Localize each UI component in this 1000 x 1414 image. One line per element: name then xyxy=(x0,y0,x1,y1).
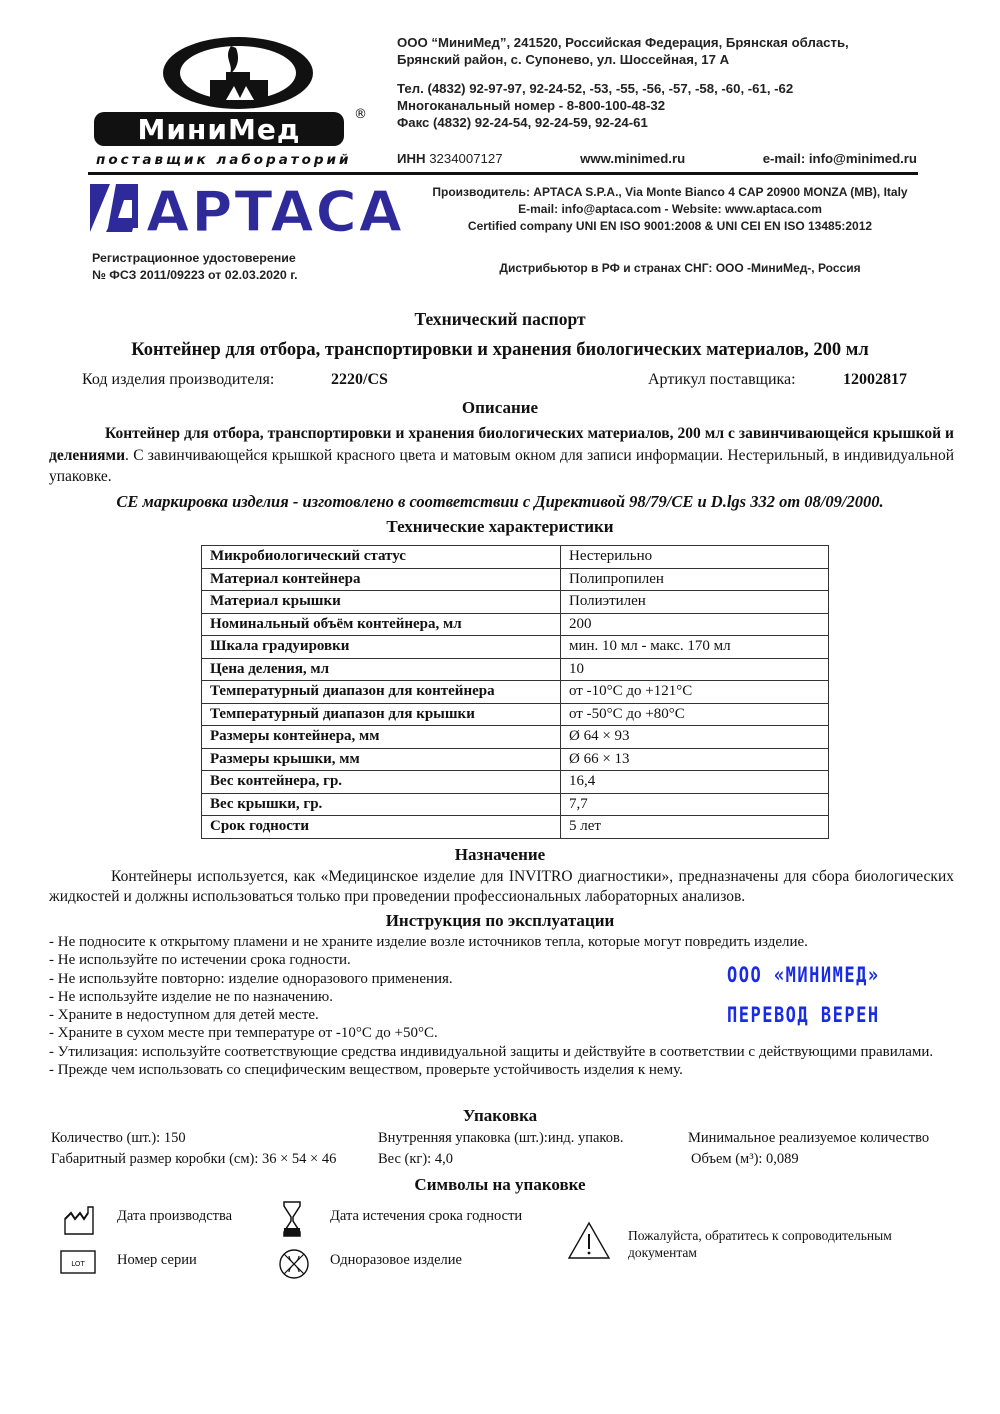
spec-name: Срок годности xyxy=(202,816,561,839)
manufacturer-info xyxy=(420,184,920,235)
single-use-label: Одноразовое изделие xyxy=(330,1252,462,1268)
manufacture-date-icon xyxy=(62,1203,96,1237)
caution-label: Пожалуйста, обратитесь к сопроводительным документам xyxy=(628,1228,892,1260)
description-text xyxy=(49,423,954,488)
spec-row xyxy=(202,658,829,681)
pack-volume: Объем (м³): 0,089 xyxy=(691,1151,799,1167)
spec-name: Микробиологический статус xyxy=(202,546,561,569)
spec-name: Температурный диапазон для крышки xyxy=(202,703,561,726)
email-link[interactable]: e-mail: info@minimed.ru xyxy=(762,151,917,166)
packaging-heading: Упаковка xyxy=(462,1106,538,1125)
spec-row xyxy=(202,681,829,704)
website-link[interactable]: www.minimed.ru xyxy=(580,151,686,166)
instruction-item: - Храните в недоступном для детей месте. xyxy=(49,1007,319,1024)
registered-mark: ® xyxy=(354,107,367,122)
minimed-contacts xyxy=(397,34,917,131)
phone-line: Тел. (4832) 92-97-97, 92-24-52, -53, -55, -56, -57, -58, -60, -61, -62 xyxy=(397,81,794,96)
spec-value: мин. 10 мл - макс. 170 мл xyxy=(561,636,829,659)
instruction-item: - Храните в сухом месте при температуре от -10°C до +50°C. xyxy=(49,1025,438,1042)
description-bold: Контейнер для отбора, транспортировки и хранения биологических материалов, 200 мл с завинчивающейся крышкой и делениями xyxy=(49,425,954,464)
minimed-logo xyxy=(88,28,373,168)
spec-row xyxy=(202,613,829,636)
spec-value: Полипропилен xyxy=(561,568,829,591)
spec-value: 200 xyxy=(561,613,829,636)
spec-value: Полиэтилен xyxy=(561,591,829,614)
spec-row xyxy=(202,703,829,726)
header-divider xyxy=(88,172,918,175)
registration-number: № ФСЗ 2011/09223 от 02.03.2020 г. xyxy=(92,268,298,282)
caution-icon xyxy=(567,1220,611,1260)
spec-row xyxy=(202,726,829,749)
instruction-item: - Не используйте изделие не по назначению. xyxy=(49,988,333,1005)
inn-value: 3234007127 xyxy=(429,151,503,166)
multichannel-line: Многоканальный номер - 8-800-100-48-32 xyxy=(397,98,666,113)
spec-row xyxy=(202,793,829,816)
manufacture-date-label: Дата производства xyxy=(117,1208,233,1224)
spec-name: Вес контейнера, гр. xyxy=(202,771,561,794)
spec-row xyxy=(202,748,829,771)
address-line-2: Брянский район, с. Супонево, ул. Шоссейная, 17 А xyxy=(397,52,730,67)
specs-table xyxy=(201,545,829,839)
spec-row xyxy=(202,636,829,659)
spec-value: 16,4 xyxy=(561,771,829,794)
spec-row xyxy=(202,816,829,839)
instruction-item: - Прежде чем использовать со специфическим веществом, проверьте устойчивость изделия к нему. xyxy=(49,1062,683,1079)
spec-value: 5 лет xyxy=(561,816,829,839)
translation-stamp xyxy=(727,963,887,1028)
spec-name: Размеры крышки, мм xyxy=(202,748,561,771)
spec-value: Ø 64 × 93 xyxy=(561,726,829,749)
stamp-verified: ПЕРЕВОД ВЕРЕН xyxy=(727,1003,880,1028)
pack-quantity: Количество (шт.): 150 xyxy=(51,1130,186,1146)
brand-tagline: поставщик лабораторий xyxy=(96,152,352,168)
instruction-item: - Утилизация: используйте соответствующие средства индивидуальной защиты и действуйте в соответствии с действующими правилами. xyxy=(49,1043,934,1060)
spec-value: 10 xyxy=(561,658,829,681)
spec-value: от -50°C до +80°C xyxy=(561,703,829,726)
purpose-text: Контейнеры используется, как «Медицинское изделие для INVITRO диагностики», предназначены для сбора биологических жидкостей и должны использоваться только при проведении профессиональных лабораторных анализов. xyxy=(49,868,954,905)
registration-certificate xyxy=(92,250,422,284)
minimed-emblem-icon xyxy=(88,28,373,168)
pack-inner: Внутренняя упаковка (шт.):инд. упаков. xyxy=(378,1130,624,1146)
maker-code: 2220/CS xyxy=(331,371,388,388)
supplier-article-label: Артикул поставщика: xyxy=(648,371,796,388)
distributor-info: Дистрибьютор в РФ и странах СНГ: ООО -МиниМед-, Россия xyxy=(499,261,861,275)
symbols-heading: Символы на упаковке xyxy=(414,1175,586,1194)
expiry-date-label: Дата истечения срока годности xyxy=(330,1208,523,1224)
instructions-heading: Инструкция по эксплуатации xyxy=(385,911,615,930)
ce-marking: CE маркировка изделия - изготовлено в соответствии с Директивой 98/79/CE и D.lgs 332 от 08/09/2000. xyxy=(116,492,884,511)
spec-name: Номинальный объём контейнера, мл xyxy=(202,613,561,636)
minimed-inn-row xyxy=(397,151,917,166)
specs-heading: Технические характеристики xyxy=(386,517,614,536)
lot-number-icon xyxy=(60,1250,96,1274)
instruction-item: - Не подносите к открытому пламени и не храните изделие возле источников тепла, которые могут повредить изделие. xyxy=(49,934,808,950)
instruction-item: - Не используйте повторно: изделие одноразового применения. xyxy=(49,970,453,987)
inn xyxy=(397,151,503,166)
spec-row xyxy=(202,591,829,614)
spec-value: от -10°C до +121°C xyxy=(561,681,829,704)
spec-value: Нестерильно xyxy=(561,546,829,569)
manufacturer-address: Производитель: APTACA S.P.A., Via Monte Bianco 4 CAP 20900 MONZA (MB), Italy xyxy=(432,185,908,199)
manufacturer-certification: Certified company UNI EN ISO 9001:2008 & UNI CEI EN ISO 13485:2012 xyxy=(467,219,873,233)
spec-name: Шкала градуировки xyxy=(202,636,561,659)
spec-name: Материал контейнера xyxy=(202,568,561,591)
spec-value: 7,7 xyxy=(561,793,829,816)
aptaca-logo xyxy=(88,178,413,238)
pack-weight: Вес (кг): 4,0 xyxy=(378,1151,453,1167)
product-title: Контейнер для отбора, транспортировки и хранения биологических материалов, 200 мл xyxy=(131,340,869,360)
description-heading: Описание xyxy=(461,398,539,417)
spec-name: Размеры контейнера, мм xyxy=(202,726,561,749)
inn-label: ИНН xyxy=(397,151,426,166)
aptaca-emblem-icon xyxy=(88,178,413,238)
spec-name: Цена деления, мл xyxy=(202,658,561,681)
address-line-1: ООО “МиниМед”, 241520, Российская Федерация, Брянская область, xyxy=(397,35,849,50)
stamp-company: ООО «МИНИМЕД» xyxy=(727,963,880,988)
spec-name: Материал крышки xyxy=(202,591,561,614)
purpose-heading: Назначение xyxy=(454,845,546,864)
aptaca-wordmark: APTACA xyxy=(146,180,405,238)
pack-box-size: Габаритный размер коробки (см): 36 × 54 × 46 xyxy=(51,1151,337,1167)
maker-code-label: Код изделия производителя: xyxy=(82,371,275,388)
spec-name: Температурный диапазон для контейнера xyxy=(202,681,561,704)
spec-row xyxy=(202,568,829,591)
expiry-date-icon xyxy=(280,1200,304,1238)
single-use-icon xyxy=(278,1248,310,1280)
description-rest: . С завинчивающейся крышкой красного цвета и матовым окном для записи информации. Нестерильный, в индивидуальной упаковке. xyxy=(49,446,954,485)
manufacturer-contacts: E-mail: info@aptaca.com - Website: www.aptaca.com xyxy=(518,202,822,216)
registration-label: Регистрационное удостоверение xyxy=(92,251,296,265)
supplier-article: 12002817 xyxy=(843,371,907,388)
instruction-item: - Не используйте по истечении срока годности. xyxy=(49,952,351,969)
fax-line: Факс (4832) 92-24-54, 92-24-59, 92-24-61 xyxy=(397,115,648,130)
spec-value: Ø 66 × 13 xyxy=(561,748,829,771)
spec-row xyxy=(202,546,829,569)
spec-name: Вес крышки, гр. xyxy=(202,793,561,816)
brand-name: МиниМед xyxy=(137,113,301,146)
pack-min-qty: Минимальное реализуемое количество xyxy=(688,1130,930,1146)
lot-icon-text: LOT xyxy=(71,1260,85,1268)
document-title: Технический паспорт xyxy=(414,309,586,329)
spec-row xyxy=(202,771,829,794)
lot-number-label: Номер серии xyxy=(117,1252,197,1268)
